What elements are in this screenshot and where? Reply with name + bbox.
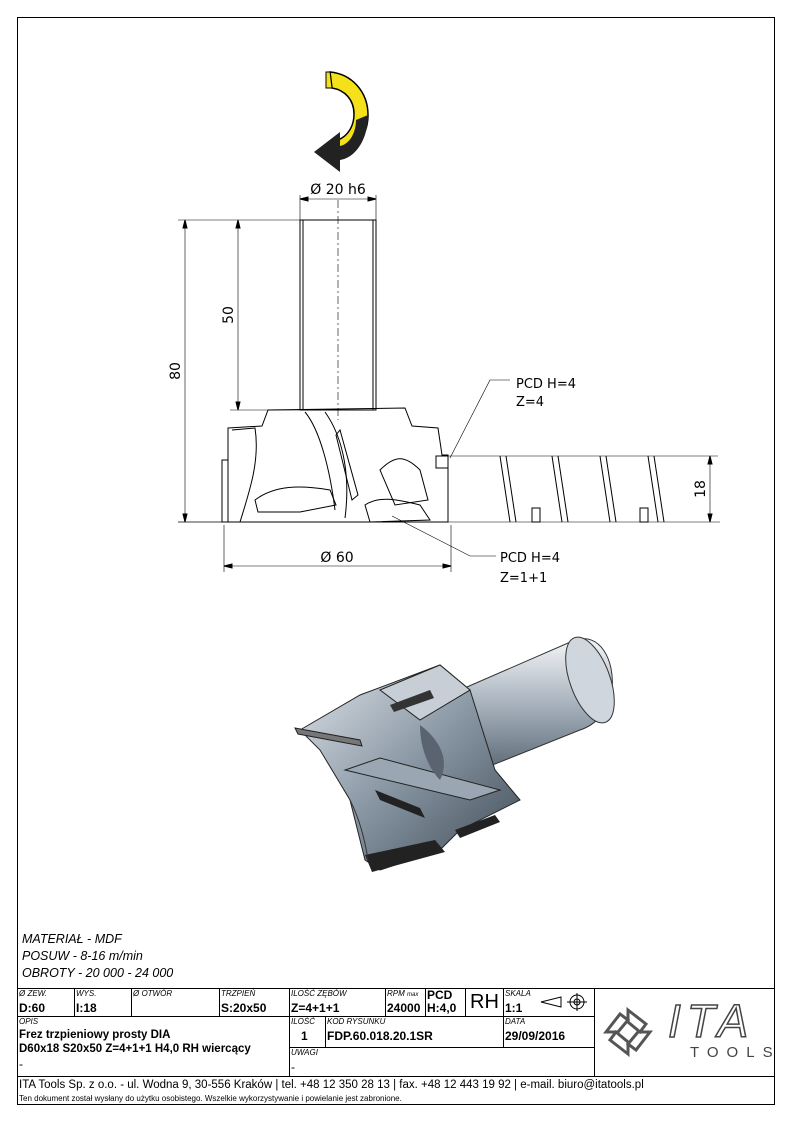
description-line2: D60x18 S20x50 Z=4+1+1 H4,0 RH wiercący — [19, 1043, 251, 1055]
shank-diameter-label: Ø 20 h6 — [310, 182, 366, 198]
copyright-notice: Ten dokument został wysłany do użytku osobistego. Wszelkie wykorzystywanie i powielanie jest zabronione. — [19, 1094, 402, 1103]
cutting-height-label: 18 — [693, 480, 709, 498]
pcd-label: PCD — [427, 988, 453, 1002]
cutter-diameter-label: Ø 60 — [320, 550, 354, 566]
shank-length-label: 50 — [221, 306, 237, 324]
outer-diameter-value: D:60 — [19, 1001, 46, 1015]
title-block — [17, 988, 781, 1076]
height-label: WYS. — [76, 989, 97, 998]
date-value: 29/09/2016 — [505, 1029, 566, 1043]
total-length-label: 80 — [168, 362, 184, 380]
ita-logo-icon — [598, 1002, 658, 1062]
drawing-code-label: KOD RYSUNKU — [327, 1017, 386, 1026]
company-logo — [594, 988, 781, 1076]
pcd-top-line2: Z=4 — [516, 395, 545, 410]
rotation-rh: RH — [470, 991, 499, 1013]
height-value: I:18 — [76, 1001, 97, 1015]
company-contact-line: ITA Tools Sp. z o.o. - ul. Wodna 9, 30-556 Kraków | tel. +48 12 350 28 13 | fax. +48 12 443 19 92 | e-mail. biuro@itatools.pl — [19, 1079, 644, 1091]
scale-value: 1:1 — [505, 1001, 523, 1015]
remarks-value: - — [291, 1060, 295, 1074]
remarks-label: UWAGI — [291, 1048, 318, 1057]
machining-notes — [22, 931, 173, 982]
logo-sub-text: TOOLS — [690, 1044, 781, 1061]
cutter-3d-render — [295, 631, 624, 872]
projection-symbol-icon — [539, 993, 591, 1011]
rpm-sub: max — [407, 992, 419, 998]
teeth-label: ILOŚĆ ZĘBÓW — [291, 989, 347, 998]
footer — [17, 1076, 775, 1105]
description-line1: Frez trzpieniowy prosty DIA — [19, 1029, 171, 1041]
date-label: DATA — [505, 1017, 526, 1026]
speed-note: OBROTY - 20 000 - 24 000 — [22, 966, 174, 980]
pcd-top-line1: PCD H=4 — [516, 377, 576, 392]
rpm-label: RPM — [387, 989, 405, 998]
bore-label: Ø OTWÓR — [133, 989, 173, 998]
rpm-value: 24000 — [387, 1001, 421, 1015]
quantity-label: ILOŚĆ — [291, 1017, 316, 1026]
pcd-bottom-line2: Z=1+1 — [500, 571, 548, 586]
scale-label: SKALA — [505, 989, 531, 998]
quantity-value: 1 — [301, 1029, 308, 1043]
material-note: MATERIAŁ - MDF — [22, 932, 122, 946]
description-line3: - — [19, 1057, 23, 1071]
outer-diameter-label: Ø ZEW. — [19, 989, 48, 998]
rotation-direction-icon — [314, 72, 368, 172]
shank-label: TRZPIEŃ — [221, 989, 256, 998]
pcd-bottom-line1: PCD H=4 — [500, 551, 560, 566]
logo-main-text: ITA — [668, 995, 755, 1047]
teeth-value: Z=4+1+1 — [291, 1001, 340, 1015]
description-label: OPIS — [19, 1017, 39, 1026]
drawing-code-value: FDP.60.018.20.1SR — [327, 1029, 433, 1043]
pcd-value: H:4,0 — [427, 1001, 457, 1015]
shank-value: S:20x50 — [221, 1001, 267, 1015]
feed-note: POSUW - 8-16 m/min — [22, 949, 143, 963]
